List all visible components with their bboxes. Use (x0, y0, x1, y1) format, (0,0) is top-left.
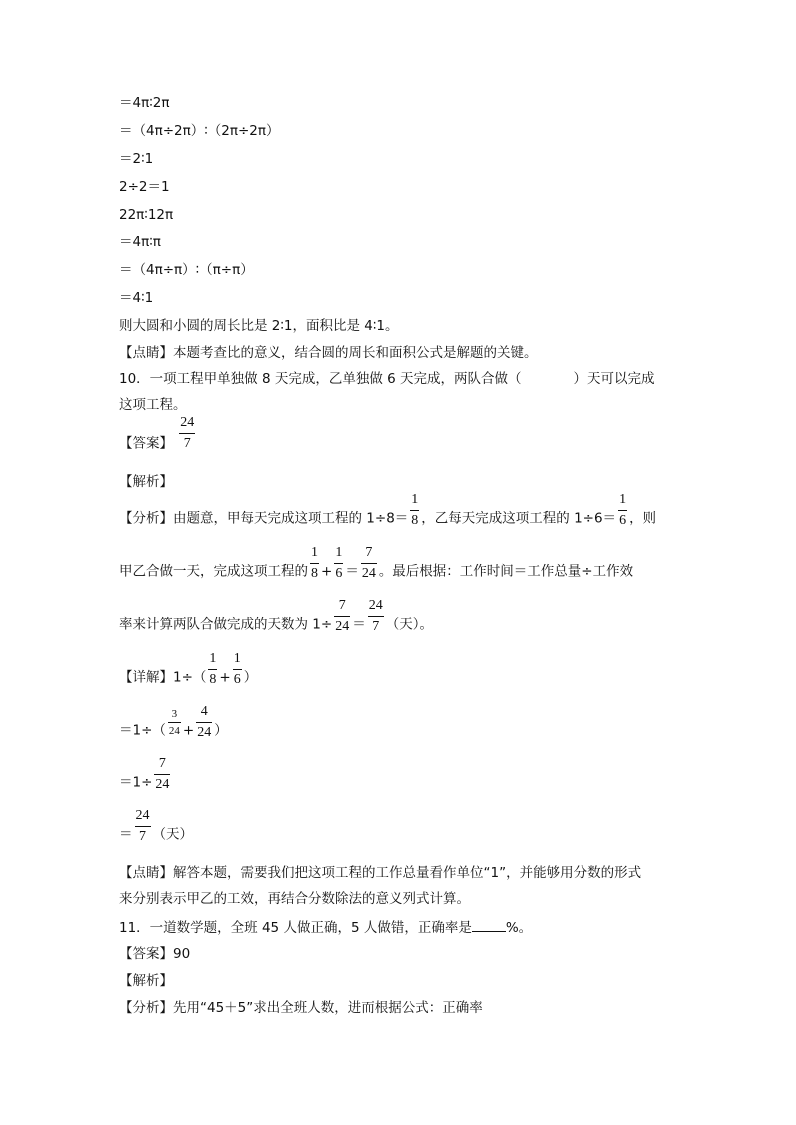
detail-line-3: ＝1÷ $\frac{7}{24}$ (119, 756, 170, 792)
step-line-2: ＝（4π÷2π）∶（2π÷2π） (119, 123, 280, 139)
jiexi-label: 【解析】 (119, 474, 173, 490)
answer-line (119, 415, 197, 462)
question-10-stem-cont: 这项工程。 (119, 397, 187, 413)
step-line-3: ＝2∶1 (119, 151, 154, 167)
question-11-stem: 11．一道数学题，全班 45 人做正确，5 人做错，正确率是 %。 (119, 917, 532, 938)
fraction-four-24: $\frac{4}{24}$ (197, 704, 212, 740)
dianjing-line-q10-1: 【点睛】解答本题，需要我们把这项工程的工作总量看作单位“1”，并能够用分数的形式 (119, 865, 642, 881)
step-line-7: ＝（4π÷π）∶（π÷π） (119, 262, 254, 278)
analysis-line-2: 甲乙合做一天，完成这项工程的 $\frac{1}{8}$ + $\frac{1}{6}$ ＝ $\frac{7}{24}$ 。最后根据：工作时间＝工作总量÷工作效 (119, 545, 634, 581)
fraction-seven-24: $\frac{7}{24}$ (361, 545, 376, 581)
fraction-24-7-b: $\frac{24}{7}$ (135, 808, 150, 844)
fraction-24-7: $\frac{24}{7}$ (368, 598, 383, 634)
detail-line-2: ＝1÷（ $\frac{3}{24}$ + $\frac{4}{24}$ ） (119, 704, 228, 740)
step-line-8: ＝4∶1 (119, 290, 154, 306)
dianjing-line-q10-2: 来分别表示甲乙的工效，再结合分数除法的意义列式计算。 (119, 891, 470, 907)
fraction-one-eighth: $\frac{1}{8}$ (411, 492, 419, 528)
fraction-one-sixth-b: $\frac{1}{6}$ (335, 545, 343, 581)
step-line-5: 22π∶12π (119, 207, 174, 223)
fraction-one-sixth-c: $\frac{1}{6}$ (233, 651, 241, 687)
question-11-analysis: 【分析】先用“45＋5”求出全班人数，进而根据公式：正确率 (119, 1000, 483, 1016)
fraction-seven-24-b: $\frac{7}{24}$ (335, 598, 350, 634)
fraction-one-eighth-b: $\frac{1}{8}$ (311, 545, 318, 581)
question-11-jiexi: 【解析】 (119, 973, 173, 989)
fraction-one-eighth-c: $\frac{1}{8}$ (209, 651, 217, 687)
dianjing-line: 【点睛】本题考查比的意义，结合圆的周长和面积公式是解题的关键。 (119, 345, 538, 361)
question-10-stem: 10．一项工程甲单独做 8 天完成，乙单独做 6 天完成，两队合做（ ）天可以完成 (119, 371, 655, 387)
fraction-one-sixth: $\frac{1}{6}$ (619, 492, 627, 528)
detail-line-1: 【详解】1÷（ $\frac{1}{8}$ + $\frac{1}{6}$ ） (119, 651, 258, 687)
answer-fraction: $\frac{24}{7}$ (180, 415, 195, 451)
analysis-line-3: 率来计算两队合做完成的天数为 1÷ $\frac{7}{24}$ ＝ $\frac{24}{7}$ （天）。 (119, 598, 433, 634)
answer-label: 【答案】 (119, 435, 173, 452)
step-line-1: ＝4π∶2π (119, 95, 170, 111)
step-line-6: ＝4π∶π (119, 234, 161, 250)
answer-blank (472, 917, 506, 932)
detail-line-4: ＝ $\frac{24}{7}$ （天） (119, 808, 193, 844)
analysis-line-1: 【分析】由题意，甲每天完成这项工程的 1÷8＝ $\frac{1}{8}$ ，乙每天完成这项工程的 1÷6＝ $\frac{1}{6}$ ，则 (119, 492, 657, 528)
conclusion-line: 则大圆和小圆的周长比是 2∶1，面积比是 4∶1。 (119, 318, 399, 334)
step-line-4: 2÷2＝1 (119, 179, 170, 195)
question-11-answer: 【答案】90 (119, 946, 191, 962)
fraction-three-24: $\frac{3}{24}$ (168, 708, 180, 737)
fraction-seven-24-c: $\frac{7}{24}$ (155, 756, 170, 792)
